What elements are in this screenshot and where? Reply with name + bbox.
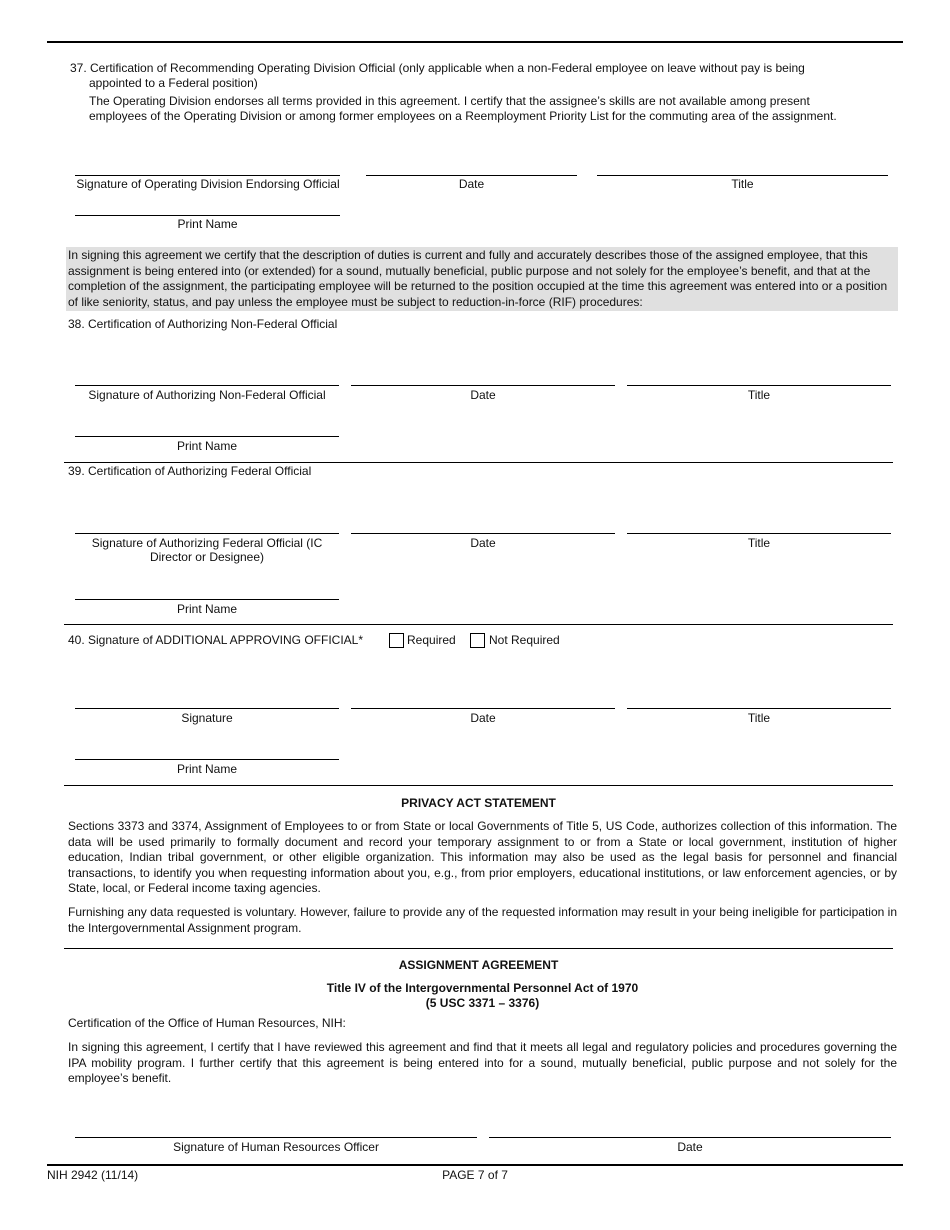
sec39-signature-label-line2: Director or Designee) bbox=[149, 550, 265, 564]
sec40-title-label: Title bbox=[747, 711, 771, 725]
sec39-signature-label-line1: Signature of Authorizing Federal Official (IC bbox=[91, 536, 323, 550]
sec40-heading: 40. Signature of ADDITIONAL APPROVING OFFICIAL* bbox=[68, 633, 363, 647]
sec40-signature-line[interactable] bbox=[75, 708, 339, 709]
sec38-date-label: Date bbox=[470, 388, 496, 402]
sec37-title-line[interactable] bbox=[597, 175, 888, 176]
sec37-signature-label: Signature of Operating Division Endorsing Official bbox=[76, 177, 340, 191]
sec38-divider bbox=[64, 462, 893, 463]
hr-date-line[interactable] bbox=[489, 1137, 891, 1138]
hr-signature-line[interactable] bbox=[75, 1137, 477, 1138]
form-id: NIH 2942 (11/14) bbox=[47, 1168, 139, 1182]
sec39-date-label: Date bbox=[470, 536, 496, 550]
page-number: PAGE 7 of 7 bbox=[442, 1168, 508, 1182]
sec38-title-line[interactable] bbox=[627, 385, 891, 386]
sec39-divider bbox=[64, 624, 893, 625]
sec37-heading-line1: 37. Certification of Recommending Operating Division Official (only applicable when a non-Federal employee on leave without pay is being bbox=[70, 61, 805, 75]
assignment-subtitle-line1: Title IV of the Intergovernmental Personnel Act of 1970 bbox=[326, 981, 639, 995]
sec37-date-label: Date bbox=[458, 177, 485, 191]
privacy-title: PRIVACY ACT STATEMENT bbox=[401, 796, 556, 810]
sec38-signature-line[interactable] bbox=[75, 385, 339, 386]
privacy-paragraph-1: Sections 3373 and 3374, Assignment of Employees to or from State or local Governments of Title 5, US Code, authorizes collection of this information. The data will be used primarily to formally document and record your temporary assignment to or from a State or local government, institution of higher education, Indian tribal government, or other eligible organization. This information may also be used as the legal basis for personnel and financial transactions, to identify you when requesting information about you, e.g., from prior employers, educational institutions, or law enforcement agencies, or by State, local, or Federal income taxing agencies. bbox=[68, 819, 897, 895]
sec37-print-name-line[interactable] bbox=[75, 215, 340, 216]
sec38-date-line[interactable] bbox=[351, 385, 615, 386]
top-rule bbox=[47, 41, 903, 43]
sec37-print-name-label: Print Name bbox=[177, 217, 238, 231]
required-checkbox[interactable] bbox=[389, 633, 404, 648]
sec39-signature-line[interactable] bbox=[75, 533, 339, 534]
sec39-heading: 39. Certification of Authorizing Federal Official bbox=[68, 464, 312, 478]
sec37-body-line1: The Operating Division endorses all terms provided in this agreement. I certify that the assignee’s skills are not available among present bbox=[89, 94, 810, 108]
footer-rule bbox=[47, 1164, 903, 1166]
sec39-title-line[interactable] bbox=[627, 533, 891, 534]
sec39-date-line[interactable] bbox=[351, 533, 615, 534]
sec39-title-label: Title bbox=[747, 536, 771, 550]
sec37-heading-line2: appointed to a Federal position) bbox=[89, 76, 258, 90]
required-label: Required bbox=[407, 633, 456, 647]
sec38-signature-label: Signature of Authorizing Non-Federal Official bbox=[88, 388, 326, 402]
certification-statement: In signing this agreement we certify that the description of duties is current and fully and accurately describes those of the assigned employee, that this assignment is being entered into (or extended) for a sound, mutually beneficial, public purpose and not solely for the employee’s benefit, and that at the completion of the assignment, the participating employee will be returned to the position occupied at the time this agreement was entered into or a position of like seniority, status, and pay unless the employee must be subject to reduction-in-force (RIF) procedures: bbox=[66, 247, 898, 311]
assignment-title: ASSIGNMENT AGREEMENT bbox=[398, 958, 559, 972]
privacy-paragraph-2: Furnishing any data requested is voluntary. However, failure to provide any of the requested information may result in your being ineligible for participation in the Intergovernmental Assignment program. bbox=[68, 905, 897, 935]
sec38-title-label: Title bbox=[747, 388, 771, 402]
sec40-title-line[interactable] bbox=[627, 708, 891, 709]
sec38-print-name-label: Print Name bbox=[176, 439, 238, 453]
sec40-print-name-line[interactable] bbox=[75, 759, 339, 760]
sec40-signature-label: Signature bbox=[181, 711, 233, 725]
sec40-divider bbox=[64, 785, 893, 786]
sec37-date-line[interactable] bbox=[366, 175, 577, 176]
sec37-body-line2: employees of the Operating Division or among former employees on a Reemployment Priority List for the commuting area of the assignment. bbox=[89, 109, 837, 123]
not-required-checkbox[interactable] bbox=[470, 633, 485, 648]
hr-certification-heading: Certification of the Office of Human Resources, NIH: bbox=[68, 1016, 346, 1030]
hr-certification-body: In signing this agreement, I certify that I have reviewed this agreement and find that it meets all legal and regulatory policies and procedures governing the IPA mobility program. I further certify that this agreement is being entered into for a sound, mutually beneficial, public purpose and not solely for the employee’s benefit. bbox=[68, 1040, 897, 1085]
assignment-subtitle-line2: (5 USC 3371 – 3376) bbox=[425, 996, 540, 1010]
sec40-date-label: Date bbox=[470, 711, 496, 725]
sec39-print-name-label: Print Name bbox=[176, 602, 238, 616]
sec39-print-name-line[interactable] bbox=[75, 599, 339, 600]
privacy-divider bbox=[64, 948, 893, 949]
sec37-signature-line[interactable] bbox=[75, 175, 340, 176]
hr-date-label: Date bbox=[677, 1140, 703, 1154]
not-required-label: Not Required bbox=[489, 633, 560, 647]
sec40-date-line[interactable] bbox=[351, 708, 615, 709]
sec37-title-label: Title bbox=[731, 177, 754, 191]
sec40-print-name-label: Print Name bbox=[176, 762, 238, 776]
hr-signature-label: Signature of Human Resources Officer bbox=[173, 1140, 379, 1154]
sec38-print-name-line[interactable] bbox=[75, 436, 339, 437]
sec38-heading: 38. Certification of Authorizing Non-Federal Official bbox=[68, 317, 338, 331]
